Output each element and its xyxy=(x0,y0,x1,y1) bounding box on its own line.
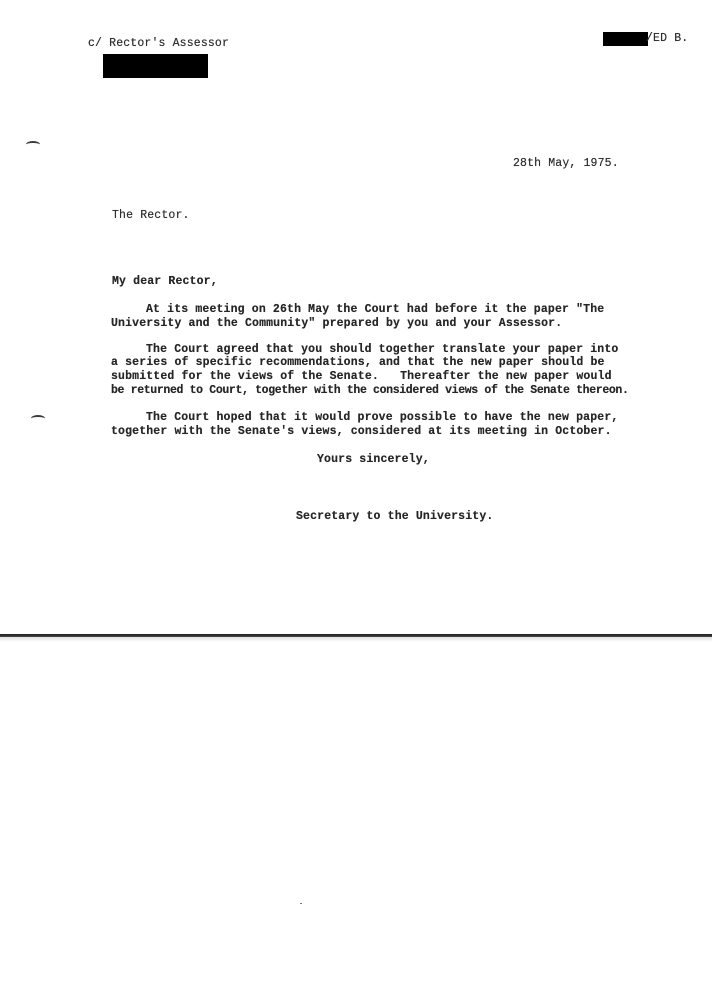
addressee: The Rector. xyxy=(112,209,190,222)
letter-date: 28th May, 1975. xyxy=(513,157,619,170)
scan-speck xyxy=(300,903,302,904)
paragraph-2-line-2: a series of specific recommendations, and that the new paper should be xyxy=(111,356,605,369)
punch-hole-upper xyxy=(26,141,40,148)
closing: Yours sincerely, xyxy=(317,453,430,466)
paragraph-1-line-1: At its meeting on 26th May the Court had before it the paper "The xyxy=(146,303,605,316)
salutation: My dear Rector, xyxy=(112,275,218,288)
signatory: Secretary to the University. xyxy=(296,510,494,523)
redaction-cc-name xyxy=(103,54,208,78)
reference-suffix: /ED B. xyxy=(646,32,689,45)
redaction-reference xyxy=(603,32,648,46)
paragraph-3-line-2: together with the Senate's views, considered at its meeting in October. xyxy=(111,425,612,438)
paragraph-2-line-1: The Court agreed that you should together translate your paper into xyxy=(146,343,619,356)
cc-line: c/ Rector's Assessor xyxy=(88,37,230,50)
paragraph-2-line-3: submitted for the views of the Senate. Thereafter the new paper would xyxy=(111,370,612,383)
paragraph-3-line-1: The Court hoped that it would prove possible to have the new paper, xyxy=(146,411,619,424)
sheet-edge-shadow xyxy=(0,637,712,642)
paragraph-1-line-2: University and the Community" prepared by you and your Assessor. xyxy=(111,317,563,330)
paragraph-2-line-4: be returned to Court, together with the considered views of the Senate thereon. xyxy=(111,384,629,397)
punch-hole-lower xyxy=(31,415,45,422)
